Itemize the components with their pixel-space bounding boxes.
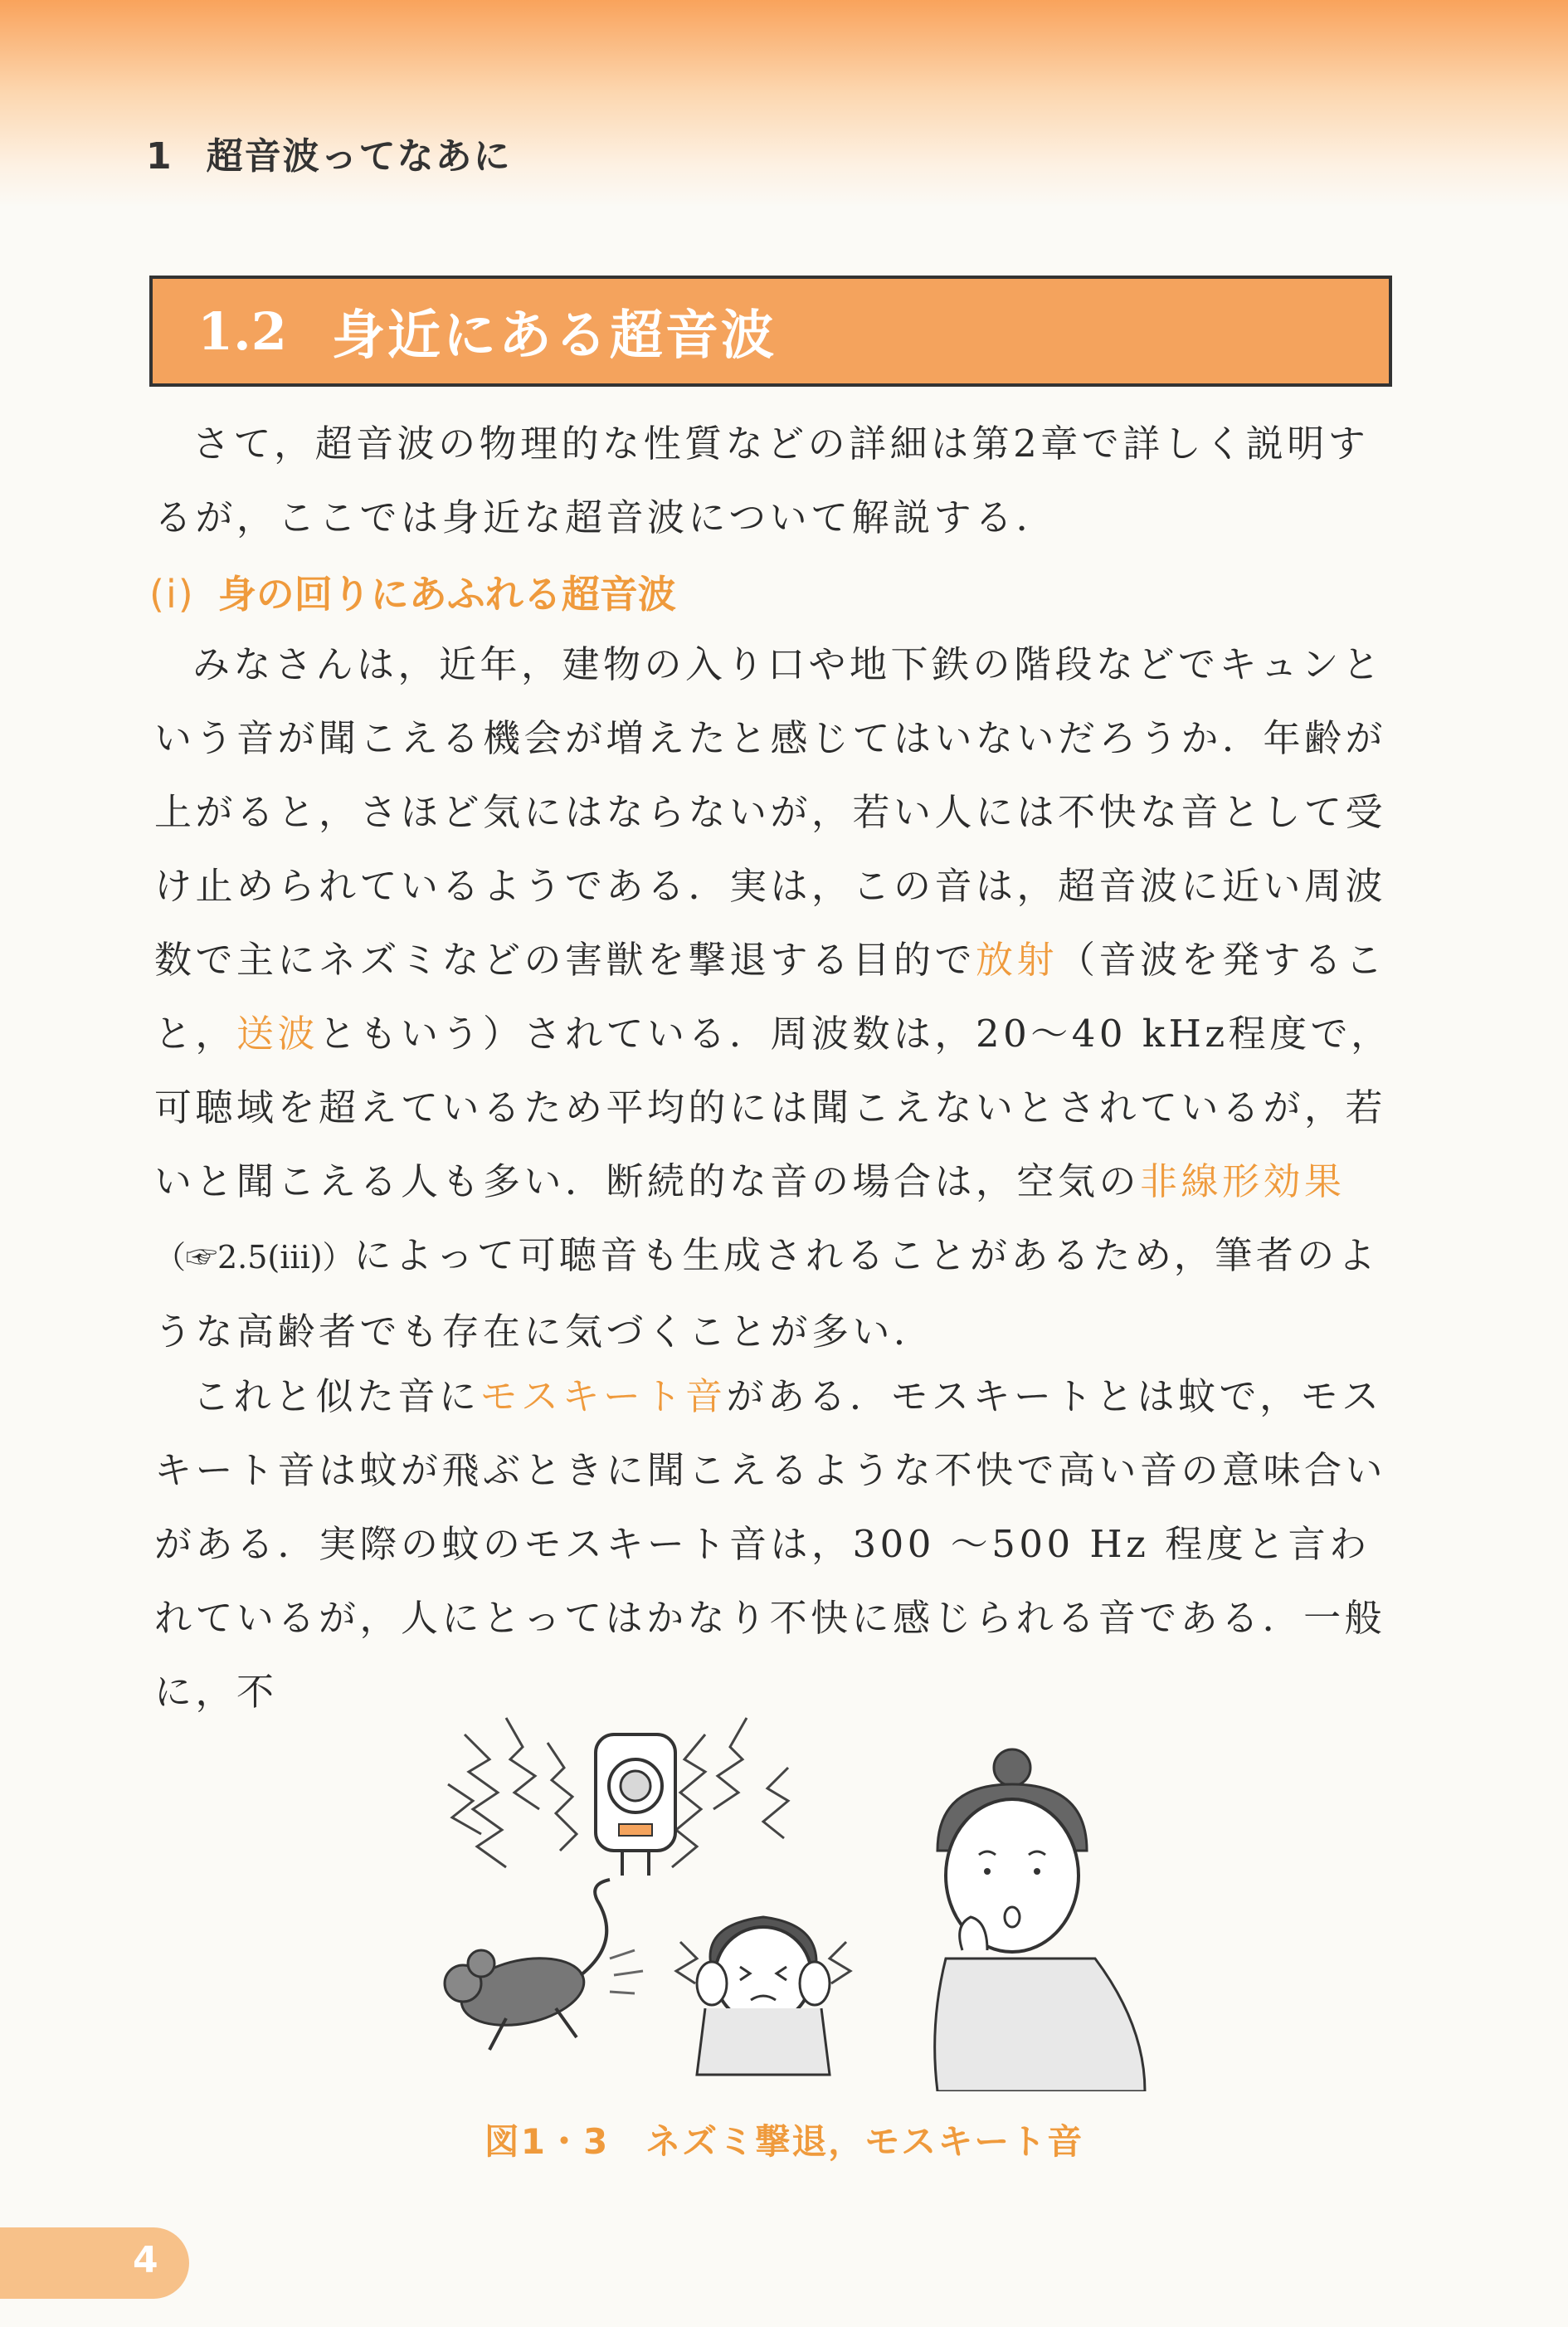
figure-caption <box>0 2115 1568 2164</box>
section-title: 身近にある超音波 <box>331 305 777 367</box>
term-mosquito-sound: モスキート音 <box>480 1374 727 1418</box>
term-soha: 送波 <box>236 1012 319 1056</box>
section-heading <box>149 276 1392 387</box>
woman-icon <box>935 1749 1145 2091</box>
subsection-title: 身の回りにあふれる超音波 <box>217 572 676 617</box>
para3-text-2: がある．モスキートとは蚊で，モスキート音は蚊が飛ぶときに聞こえるような不快で高い音の意味合いがある．実際の蚊のモスキート音は，300 ～500 Hz 程度と言われているが，人にとってはかなり不快に感じられる音である．一般に，不 <box>154 1374 1387 1714</box>
girl-covering-ears-icon <box>676 1917 850 2075</box>
sound-burst-right <box>672 1718 788 1867</box>
chapter-number: 1 <box>146 135 173 178</box>
page-number: 4 <box>133 2239 158 2281</box>
term-hoshya: 放射 <box>976 938 1059 982</box>
para2-text-3: ともいう）されている．周波数は，20～40 kHz程度で，可聴域を超えているため平均的には聞こえないとされているが，若いと聞こえる人も多い．断続的な音の場合は，空気の <box>154 1012 1392 1203</box>
para2-text-2: （音波を発すること， <box>154 938 1387 1056</box>
figure-caption-text: ネズミ撃退，モスキート音 <box>645 2121 1084 2162</box>
figure-label: 図1・3 <box>484 2121 610 2162</box>
running-head <box>146 126 512 179</box>
subsection-label: (i) <box>149 572 195 617</box>
para2-text-4: によって可聴音も生成されることがあるため，筆者のような高齢者でも存在に気づくことが多い． <box>154 1233 1380 1354</box>
mouse-icon <box>445 1880 643 2050</box>
paragraph-mosquito <box>154 1359 1399 1729</box>
section-number: 1.2 <box>197 300 287 362</box>
term-nonlinear-effect: 非線形効果 <box>1140 1159 1346 1203</box>
page-number-tab <box>0 2227 189 2299</box>
cross-reference: （☞2.5(iii)） <box>154 1239 354 1276</box>
speaker-device-icon <box>596 1734 675 1876</box>
paragraph-ultrasound <box>154 627 1399 1368</box>
para2-text-1: みなさんは，近年，建物の入り口や地下鉄の階段などでキュンという音が聞こえる機会が増えたと感じてはいないだろうか．年齢が上がると，さほど気にはならないが，若い人には不快な音として受け止められているようである．実は，この音は，超音波に近い周波数で主にネズミなどの害獣を撃退する目的で <box>154 642 1387 982</box>
sound-burst-left <box>448 1718 577 1867</box>
subsection-heading <box>149 564 676 619</box>
figure-illustration <box>431 1710 1161 2091</box>
intro-text: さて，超音波の物理的な性質などの詳細は第2章で詳しく説明するが，ここでは身近な超音波について解説する． <box>154 422 1370 539</box>
intro-paragraph <box>154 407 1399 554</box>
para3-text-1: これと似た音に <box>192 1374 480 1418</box>
chapter-title: 超音波ってなあに <box>206 135 512 178</box>
